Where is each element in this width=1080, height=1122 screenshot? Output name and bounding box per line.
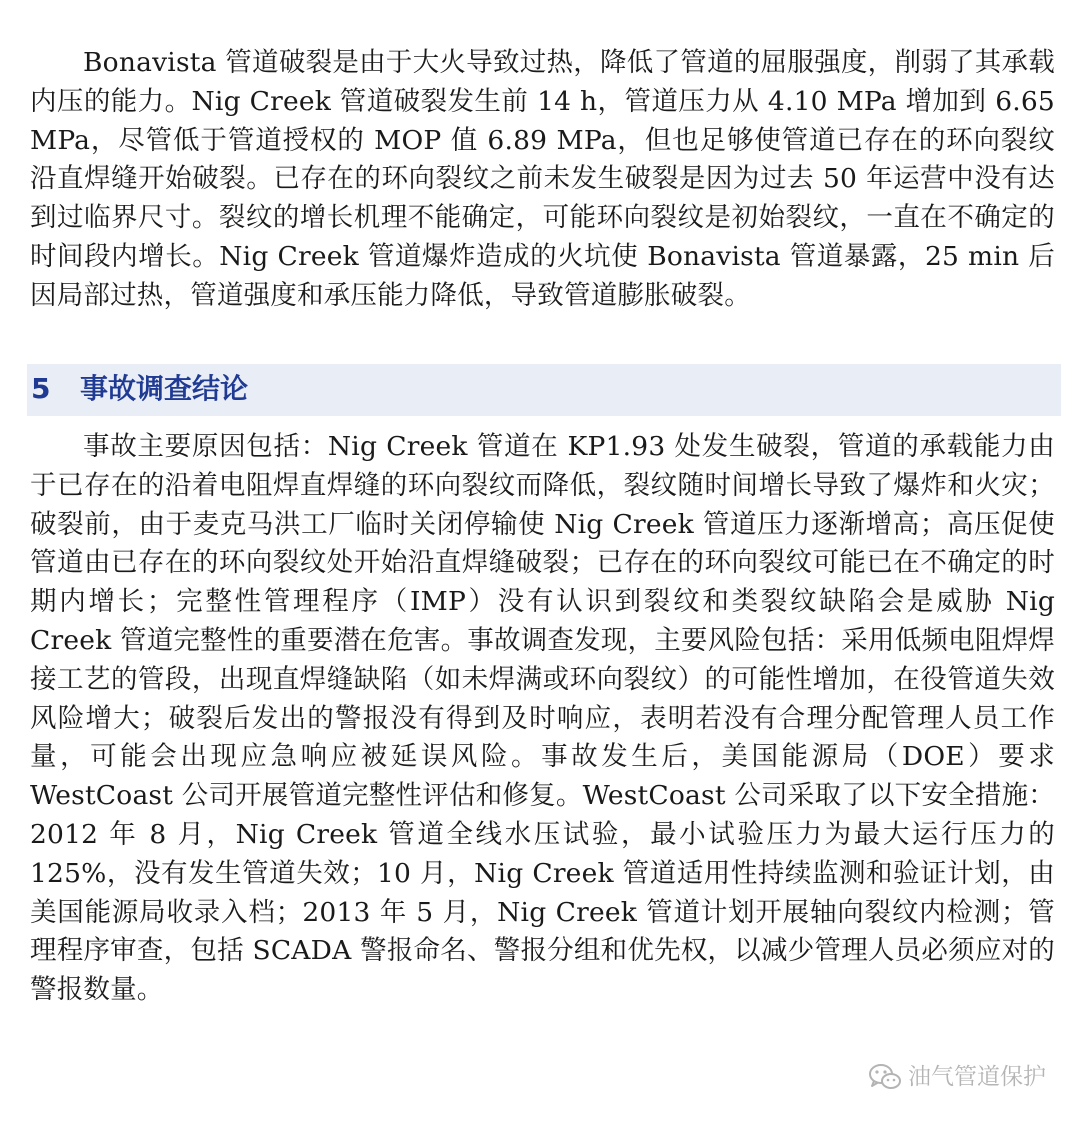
- section-heading: [31, 369, 248, 409]
- body-paragraph-1: Bonavista 管道破裂是由于大火导致过热，降低了管道的屈服强度，削弱了其承载内压的能力。Nig Creek 管道破裂发生前 14 h，管道压力从 4.10 MPa 增加到 6.65 MPa，尽管低于管道授权的 MOP 值 6.89 MPa，但也足够使管道已存在的环向裂纹沿直焊缝开始破裂。已存在的环向裂纹之前未发生破裂是因为过去 50 年运营中没有达到过临界尺寸。裂纹的增长机理不能确定，可能环向裂纹是初始裂纹，一直在不确定的时间段内增长。Nig Creek 管道爆炸造成的火坑使 Bonavista 管道暴露，25 min 后因局部过热，管道强度和承压能力降低，导致管道膨胀破裂。: [30, 47, 1055, 311]
- section-title: 事故调查结论: [80, 372, 249, 405]
- watermark-text: 油气管道保护: [908, 1064, 1046, 1090]
- section-number: 5: [31, 372, 51, 405]
- wechat-icon: [868, 1063, 902, 1091]
- watermark: [868, 1062, 1046, 1092]
- body-paragraph-2: 事故主要原因包括：Nig Creek 管道在 KP1.93 处发生破裂，管道的承载能力由于已存在的沿着电阻焊直焊缝的环向裂纹而降低，裂纹随时间增长导致了爆炸和火灾；破裂前，由于麦克马洪工厂临时关闭停输使 Nig Creek 管道压力逐渐增高；高压促使管道由已存在的环向裂纹处开始沿直焊缝破裂；已存在的环向裂纹可能已在不确定的时期内增长；完整性管理程序（IMP）没有认识到裂纹和类裂纹缺陷会是威胁 Nig Creek 管道完整性的重要潜在危害。事故调查发现，主要风险包括：采用低频电阻焊焊接工艺的管段，出现直焊缝缺陷（如未焊满或环向裂纹）的可能性增加，在役管道失效风险增大；破裂后发出的警报没有得到及时响应，表明若没有合理分配管理人员工作量，可能会出现应急响应被延误风险。事故发生后，美国能源局（DOE）要求 WestCoast 公司开展管道完整性评估和修复。WestCoast 公司采取了以下安全措施：2012 年 8 月，Nig Creek 管道全线水压试验，最小试验压力为最大运行压力的 125%，没有发生管道失效；10 月，Nig Creek 管道适用性持续监测和验证计划，由美国能源局收录入档；2013 年 5 月，Nig Creek 管道计划开展轴向裂纹内检测；管理程序审查，包括 SCADA 警报命名、警报分组和优先权，以减少管理人员必须应对的警报数量。: [30, 431, 1055, 1006]
